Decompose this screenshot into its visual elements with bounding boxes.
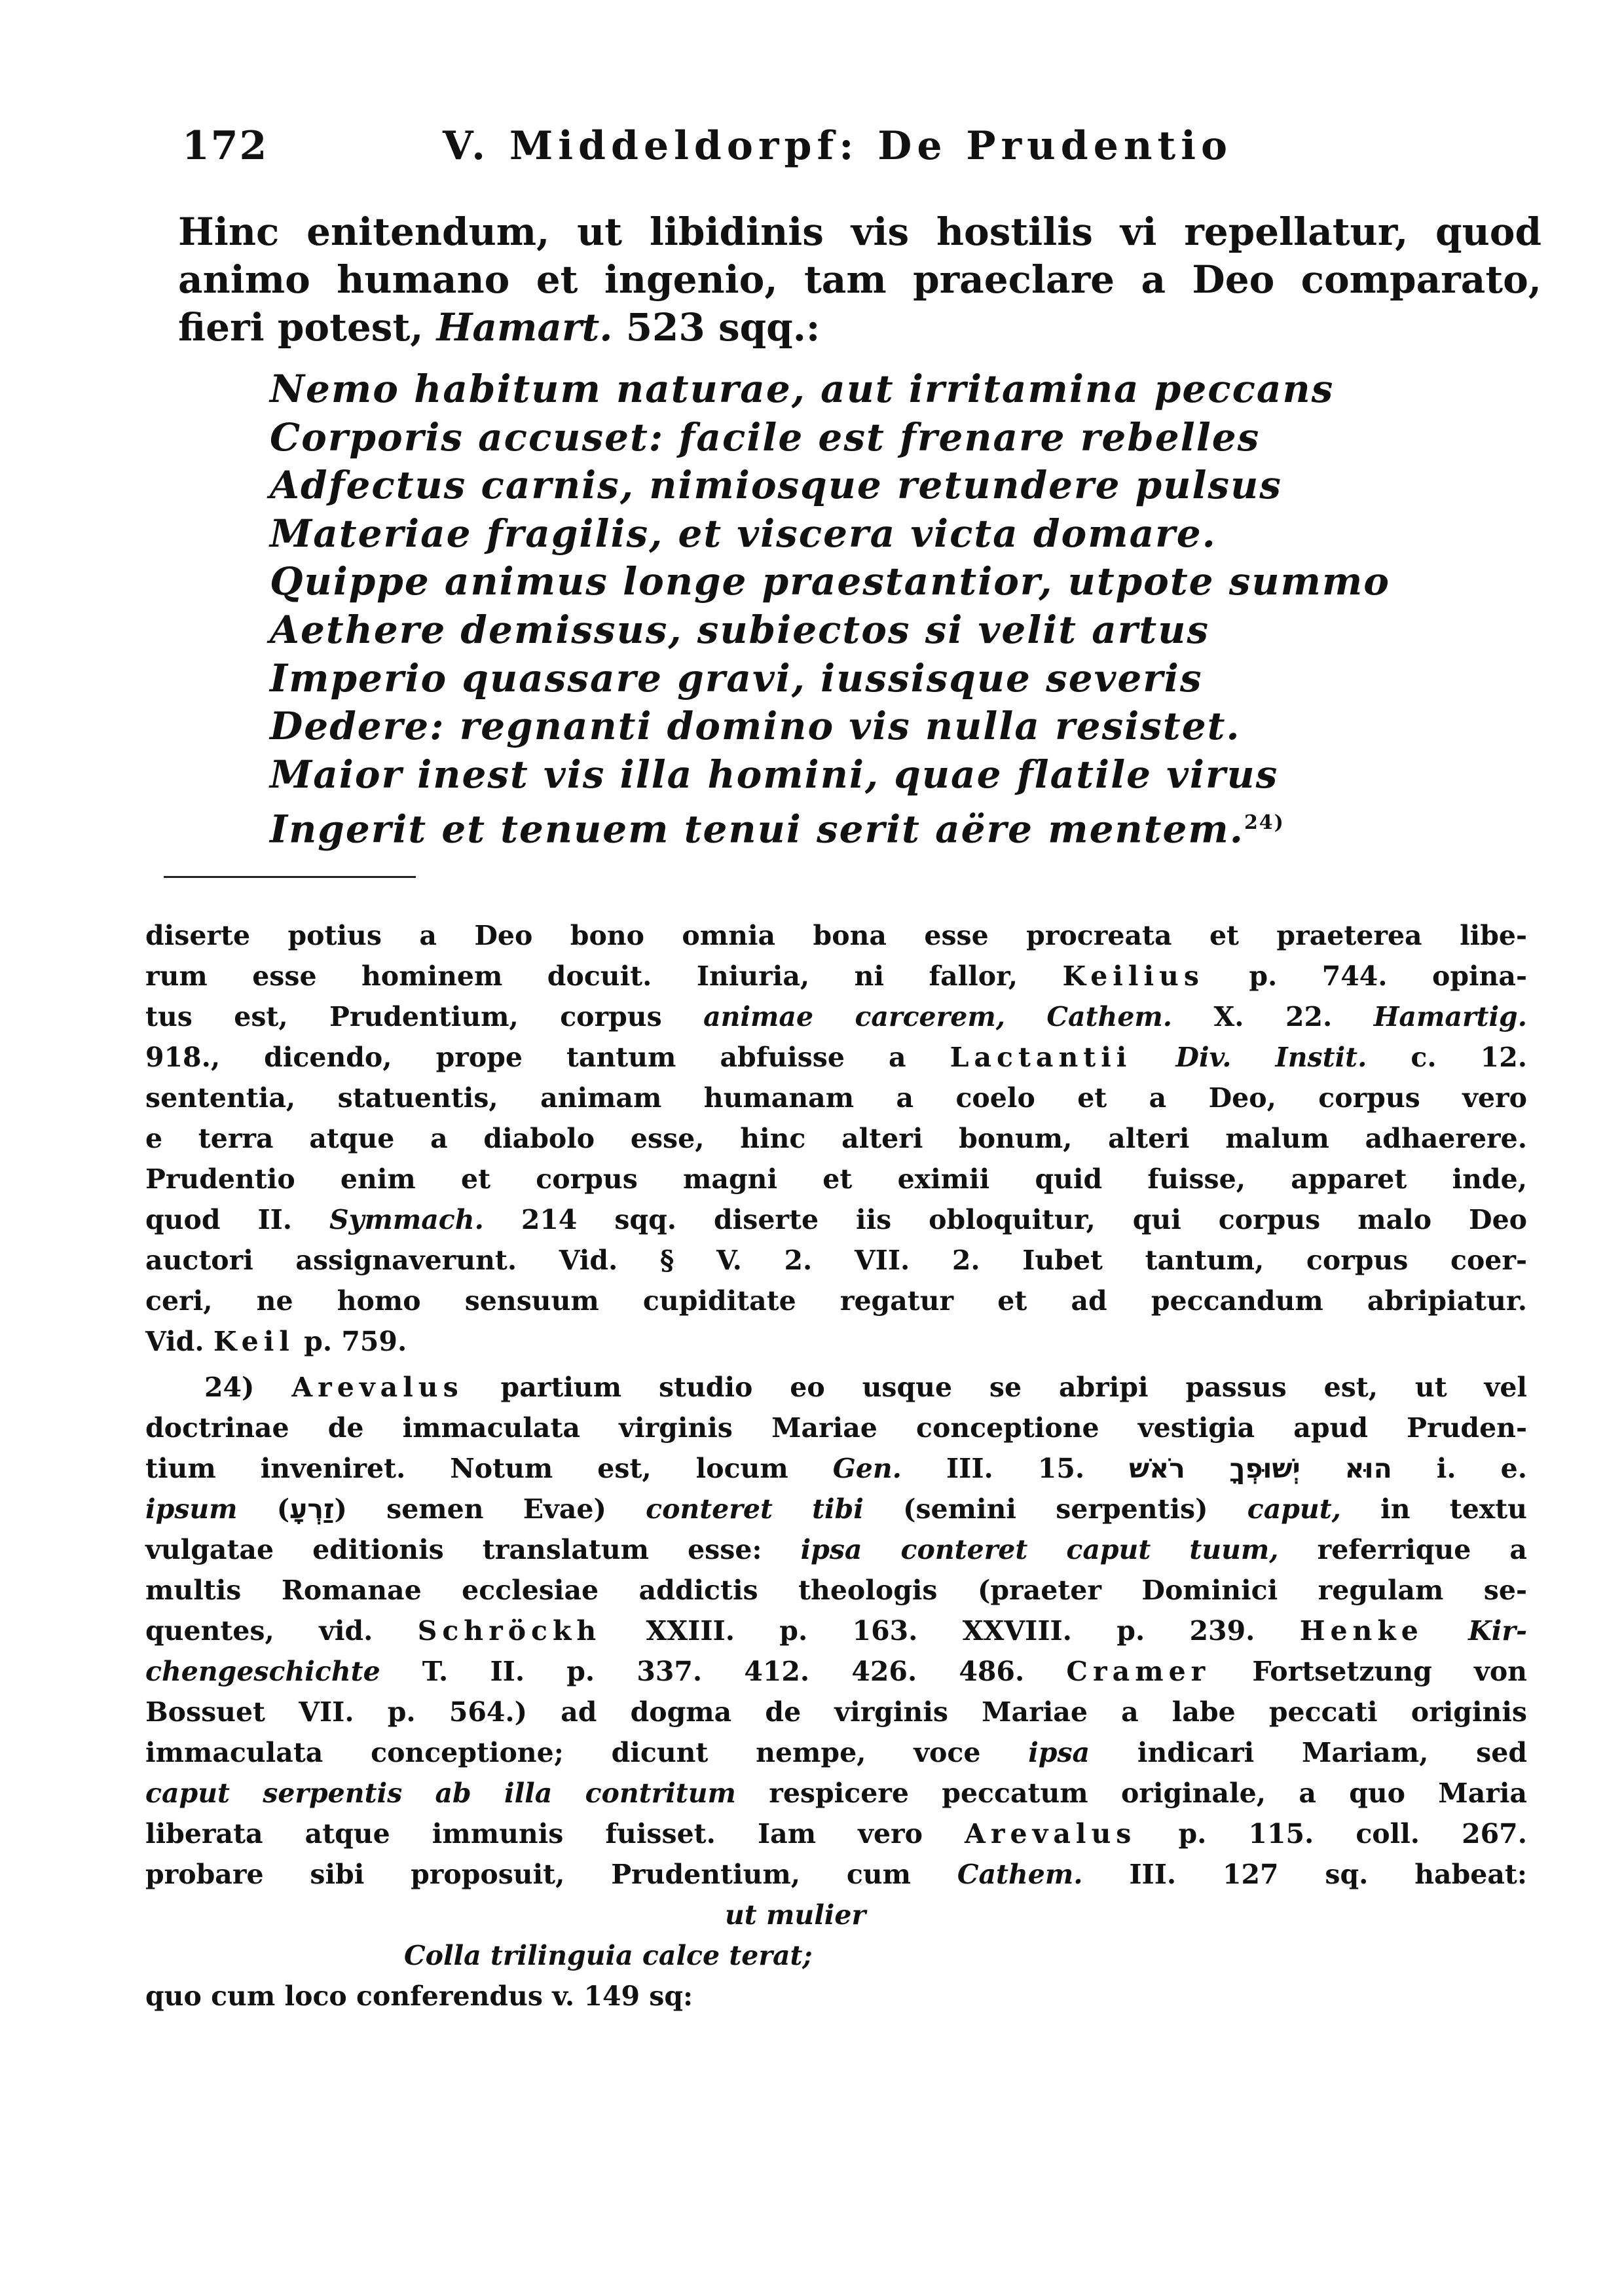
- fn-text: p. 115. coll. 267.: [1136, 1818, 1527, 1850]
- footnote-line: [145, 1199, 1527, 1240]
- fn-text: vulgatae editionis translatum esse:: [145, 1534, 801, 1565]
- italic-term: conteret tibi: [646, 1493, 864, 1525]
- footnote-line: [145, 1529, 1527, 1570]
- verse-line: Adfectus carnis, nimiosque retundere pulsus: [270, 463, 1282, 508]
- author-name: Keilius: [1062, 960, 1204, 992]
- fn-text: i. e.: [1392, 1453, 1527, 1484]
- main-line: [178, 304, 1541, 352]
- footnote-line: multis Romanae ecclesiae addictis theologis (praeter Dominici regulam se-: [145, 1575, 1527, 1606]
- author-name: Cramer: [1066, 1656, 1211, 1687]
- fn-text: c. 12.: [1367, 1042, 1527, 1073]
- fn-text: T. II. p. 337. 412. 426. 486.: [380, 1656, 1067, 1687]
- footnote-line: [145, 1611, 1527, 1651]
- footnote-reference: 24): [1244, 811, 1285, 835]
- footnote-line: [145, 1321, 1527, 1362]
- footnote-line: [145, 1854, 1527, 1895]
- fn-text: XXIII. p. 163. XXVIII. p. 239.: [601, 1615, 1300, 1647]
- footnote-line: [145, 1448, 1527, 1489]
- footnotes: [145, 915, 1527, 2016]
- fn-text: [1132, 1042, 1175, 1073]
- italic-term: ipsa conteret caput tuum,: [800, 1534, 1279, 1565]
- hebrew-word: זַרְעָ: [289, 1493, 335, 1525]
- fn-text: p. 744. opina-: [1204, 960, 1527, 992]
- work-reference: Hamartig.: [1373, 1001, 1527, 1032]
- verse-line: Imperio quassare gravi, iussisque severis: [270, 655, 1203, 701]
- footnote-line: [145, 1773, 1527, 1813]
- footnote-line: [145, 1367, 1527, 1408]
- verse-line: Materiae fragilis, et viscera victa domare.: [270, 511, 1217, 556]
- work-reference: animae carcerem, Cathem.: [703, 1001, 1173, 1032]
- fn-text: indicari Mariam, sed: [1090, 1737, 1527, 1768]
- footnote-line: quo cum loco conferendus v. 149 sq:: [145, 1980, 693, 2012]
- footnote-line: ceri, ne homo sensuum cupiditate regatur et ad peccandum abripiatur.: [145, 1285, 1527, 1317]
- footnote-line: [145, 1651, 1527, 1692]
- fn-text: tus est, Prudentium, corpus: [145, 1001, 704, 1032]
- fn-text: tium inveniret. Notum est, locum: [145, 1453, 833, 1484]
- main-text-span: fieri potest,: [178, 305, 437, 350]
- fn-text: 214 sqq. diserte iis obloquitur, qui corpus malo Deo: [483, 1204, 1528, 1235]
- footnote-line: doctrinae de immaculata virginis Mariae conceptione vestigia apud Pruden-: [145, 1412, 1527, 1444]
- author-name: Lactantii: [950, 1042, 1132, 1073]
- main-line: Hinc enitendum, ut libidinis vis hostilis vi repellatur, quod: [178, 210, 1541, 254]
- work-reference: Kir-: [1423, 1615, 1527, 1647]
- author-name: Schröckh: [417, 1615, 602, 1647]
- verse-line: Dedere: regnanti domino vis nulla resistet.: [270, 704, 1241, 749]
- footnote-line: auctori assignaverunt. Vid. § V. 2. VII. 2. Iubet tantum, corpus coer-: [145, 1245, 1527, 1276]
- author-name: Arevalus: [965, 1818, 1137, 1850]
- footnote-separator: [164, 876, 416, 878]
- italic-term: caput,: [1247, 1493, 1341, 1525]
- hebrew-quotation: הוּא יְשׁוּפְךָ רֹאשׁ: [1129, 1453, 1392, 1484]
- fn-text: partium studio eo usque se abripi passus est, ut vel: [463, 1372, 1527, 1403]
- fn-text: in textu: [1340, 1493, 1527, 1525]
- work-reference: Gen.: [832, 1453, 902, 1484]
- fn-text: Fortsetzung von: [1210, 1656, 1527, 1687]
- footnote-line: [145, 996, 1527, 1037]
- verse-quotation: Colla trilinguia calce terat;: [404, 1940, 813, 1971]
- author-name: Henke: [1299, 1615, 1424, 1647]
- footnote-line: Bossuet VII. p. 564.) ad dogma de virginis Mariae a labe peccati originis: [145, 1696, 1527, 1728]
- footnote-line: e terra atque a diabolo esse, hinc alteri bonum, alteri malum adhaerere.: [145, 1123, 1527, 1154]
- fn-text: III. 15.: [901, 1453, 1130, 1484]
- fn-text: referrique a: [1278, 1534, 1527, 1565]
- verse-line: [270, 799, 1390, 854]
- verse-line: Nemo habitum naturae, aut irritamina peccans: [270, 367, 1335, 411]
- verse-line: Quippe animus longe praestantior, utpote summo: [270, 559, 1390, 604]
- main-line: animo humano et ingenio, tam praeclare a Deo comparato,: [178, 257, 1541, 302]
- fn-text: liberata atque immunis fuisset. Iam vero: [145, 1818, 965, 1850]
- verse-line: Maior inest vis illa homini, quae flatile virus: [270, 752, 1279, 797]
- work-reference: chengeschichte: [145, 1656, 380, 1687]
- fn-text: ) semen Evae): [334, 1493, 646, 1525]
- footnote-line: [145, 1037, 1527, 1078]
- fn-text: rum esse hominem docuit. Iniuria, ni fallor,: [145, 960, 1063, 992]
- fn-text: quod II.: [145, 1204, 330, 1235]
- verse-line: Aethere demissus, subiectos si velit artus: [270, 607, 1210, 652]
- footnote-line: diserte potius a Deo bono omnia bona esse procreata et praeterea libe-: [145, 920, 1527, 951]
- verse-text: Ingerit et tenuem tenui serit aëre mentem.: [270, 807, 1244, 852]
- footnote-line: [145, 1813, 1527, 1854]
- footnote-line: [145, 956, 1527, 996]
- verse-quotation: ut mulier: [725, 1899, 866, 1931]
- italic-term: caput serpentis ab illa contritum: [145, 1777, 736, 1809]
- work-reference: Cathem.: [957, 1859, 1083, 1890]
- footnote-line: [145, 1489, 1527, 1529]
- footnote-line: sententia, statuentis, animam humanam a coelo et a Deo, corpus vero: [145, 1082, 1527, 1114]
- footnote-number: 24): [204, 1372, 292, 1403]
- author-name: Keil: [213, 1326, 295, 1357]
- fn-text: (semini serpentis): [863, 1493, 1247, 1525]
- poem-quotation: [270, 365, 1390, 854]
- verse-line: Corporis accuset: facile est frenare rebelles: [270, 414, 1261, 460]
- fn-text: quentes, vid.: [145, 1615, 418, 1647]
- running-head: V. Middeldorpf: De Prudentio: [443, 123, 1233, 169]
- fn-text: probare sibi proposuit, Prudentium, cum: [145, 1859, 957, 1890]
- work-reference: Div. Instit.: [1175, 1042, 1367, 1073]
- main-text-span: 523 sqq.:: [612, 305, 821, 350]
- fn-text: 918., dicendo, prope tantum abfuisse a: [145, 1042, 950, 1073]
- footnote-line: Prudentio enim et corpus magni et eximii quid fuisse, apparet inde,: [145, 1163, 1527, 1195]
- main-paragraph: [178, 208, 1541, 352]
- page-number: 172: [182, 123, 268, 169]
- fn-text: p. 759.: [294, 1326, 407, 1357]
- work-reference: Hamart.: [436, 305, 613, 350]
- fn-text: Vid.: [145, 1326, 213, 1357]
- fn-text: immaculata conceptione; dicunt nempe, voce: [145, 1737, 1029, 1768]
- fn-text: III. 127 sq. habeat:: [1082, 1859, 1528, 1890]
- fn-text: (: [237, 1493, 290, 1525]
- fn-text: respicere peccatum originale, a quo Maria: [735, 1777, 1528, 1809]
- work-reference: Symmach.: [329, 1204, 484, 1235]
- italic-term: ipsum: [145, 1493, 238, 1525]
- fn-text: X. 22.: [1172, 1001, 1374, 1032]
- author-name: Arevalus: [291, 1372, 464, 1403]
- italic-term: ipsa: [1028, 1737, 1090, 1768]
- footnote-line: [145, 1732, 1527, 1773]
